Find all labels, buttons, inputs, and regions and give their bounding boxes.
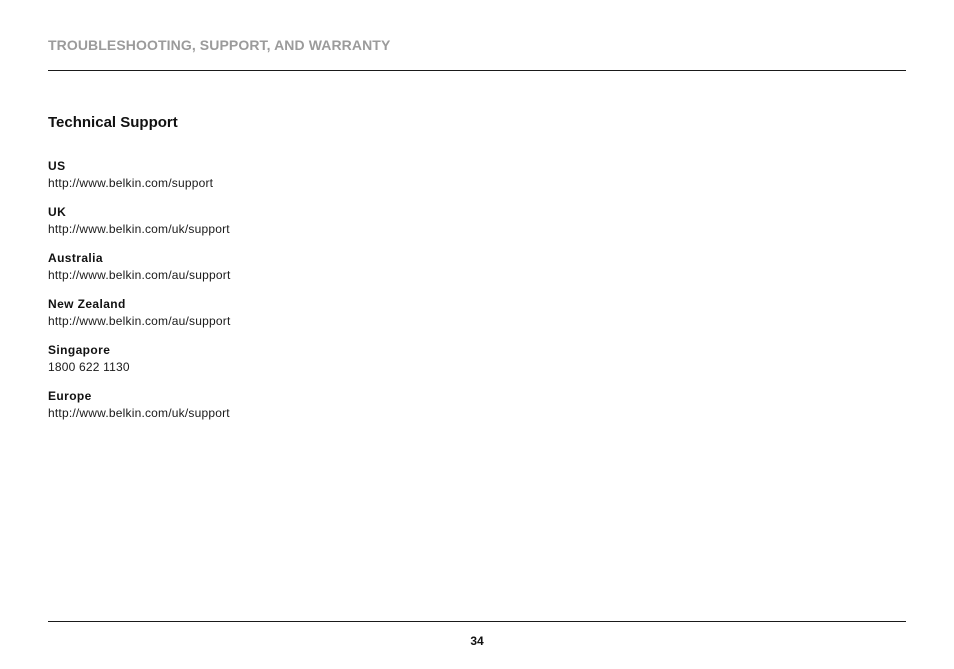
support-link[interactable]: http://www.belkin.com/uk/support: [48, 406, 230, 420]
support-entry-singapore: [48, 342, 448, 388]
support-entry-australia: [48, 250, 448, 296]
support-entry-uk: [48, 204, 448, 250]
region-name: New Zealand: [48, 297, 126, 311]
support-entry-europe: [48, 388, 448, 434]
header-divider: [48, 70, 906, 71]
support-link[interactable]: http://www.belkin.com/support: [48, 176, 214, 190]
footer-divider: [48, 621, 906, 622]
region-name: Singapore: [48, 343, 111, 357]
region-name: Australia: [48, 251, 103, 265]
support-phone-number: 1800 622 1130: [48, 360, 130, 374]
support-link[interactable]: http://www.belkin.com/au/support: [48, 268, 231, 282]
region-name: Europe: [48, 389, 92, 403]
support-contact-list: [48, 158, 448, 434]
support-link[interactable]: http://www.belkin.com/au/support: [48, 314, 231, 328]
section-header: TROUBLESHOOTING, SUPPORT, AND WARRANTY: [48, 37, 391, 53]
support-link[interactable]: http://www.belkin.com/uk/support: [48, 222, 230, 236]
page-title: Technical Support: [48, 114, 178, 131]
support-entry-us: [48, 158, 448, 204]
support-entry-new-zealand: [48, 296, 448, 342]
page-number: 34: [470, 634, 484, 648]
region-name: US: [48, 159, 66, 173]
region-name: UK: [48, 205, 67, 219]
